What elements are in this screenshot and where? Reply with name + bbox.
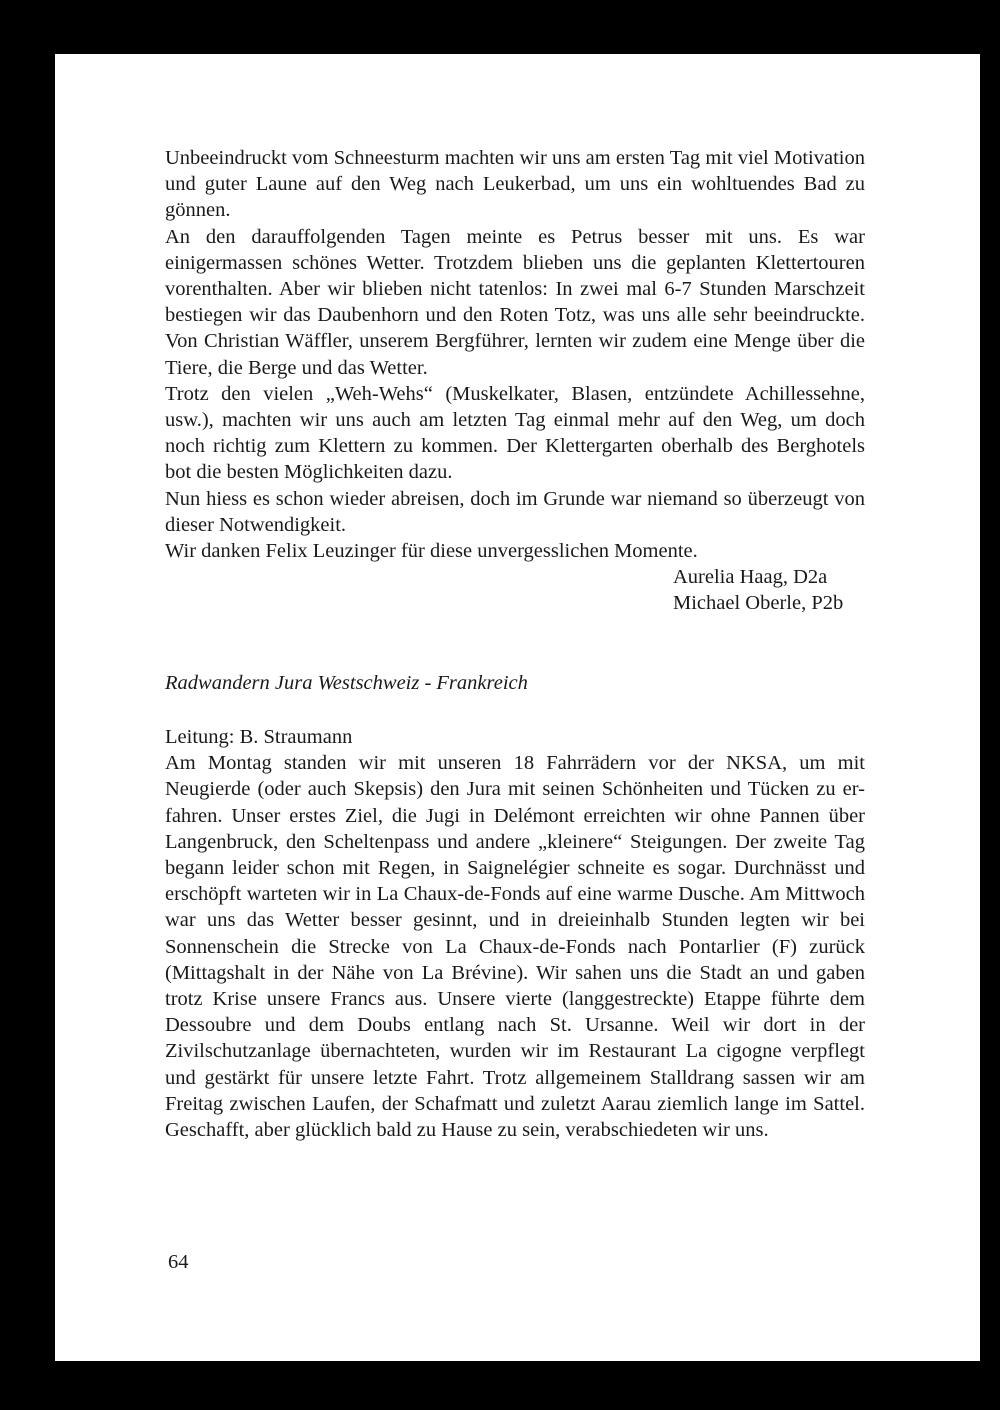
page-number: 64 xyxy=(168,1251,189,1273)
paragraph: Nun hiess es schon wieder abreisen, doch im Grunde war niemand so überzeugt von dieser Notwendigkeit. xyxy=(165,487,865,536)
paragraph: Wir danken Felix Leuzinger für diese unvergesslichen Momente. xyxy=(165,540,698,563)
paragraph: Trotz den vielen „Weh-Wehs“ (Muskelkater, Blasen, entzündete Achillessehne, usw.), machten wir uns auch am letzten Tag einmal mehr auf den Weg, um doch noch richtig zum Klettern zu kommen. Der Klettergarten oberhalb des Berghotels bot die besten Möglichkeiten dazu. xyxy=(165,382,865,484)
paragraph: An den darauffolgenden Tagen meinte es Petrus besser mit uns. Es war einigermassen schönes Wetter. Trotzdem blieben uns die geplanten Klettertouren vorenthalten. Aber wir blieben nicht tatenlos: In zwei mal 6-7 Stunden Marschzeit bestiegen wir das Daubenhorn und den Roten Totz, was uns alle sehr beeindruckte. Von Christian Wäffler, unserem Bergführer, lernten wir zudem eine Menge über die Tiere, die Berge und das Wetter. xyxy=(165,225,865,379)
author-signature: Michael Oberle, P2b xyxy=(673,592,844,615)
paragraph: Am Montag standen wir mit unseren 18 Fahrrädern vor der NKSA, um mit Neugierde (oder auch Skepsis) den Jura mit seinen Schönheiten und Tücken zu er-fahren. Unser erstes Ziel, die Jugi in Delémont erreichten wir ohne Pannen über Langenbruck, den Scheltenpass und andere „kleinere“ Steigungen. Der zweite Tag begann leider schon mit Regen, in Saignelégier schneite es sogar. Durchnässt und erschöpft warteten wir in La Chaux-de-Fonds auf eine warme Dusche. Am Mittwoch war uns das Wetter besser gesinnt, und in dreieinhalb Stunden legten wir bei Sonnenschein die Strecke von La Chaux-de-Fonds nach Pontarlier (F) zurück (Mittagshalt in der Nähe von La Brévine). Wir sahen uns die Stadt an und gaben trotz Krise unsere Francs aus. Unsere vierte (langgestreckte) Etappe führte dem Dessoubre und dem Doubs entlang nach St. Ursanne. Weil wir dort in der Zivilschutzanlage übernachteten, wurden wir im Restaurant La cigogne verpflegt und gestärkt für unsere letzte Fahrt. Trotz allgemeinem Stalldrang sassen wir am Freitag zwischen Laufen, der Schafmatt und zuletzt Aarau ziemlich lange im Sattel. Geschafft, aber glücklich bald zu Hause zu sein, verabschiedeten wir uns. xyxy=(165,752,865,1142)
paragraph: Unbeeindruckt vom Schneesturm machten wir uns am ersten Tag mit viel Motivation und guter Laune auf den Weg nach Leukerbad, um uns ein wohltuendes Bad zu gönnen. xyxy=(165,147,865,222)
article-bergwoche xyxy=(165,145,865,617)
section-heading: Radwandern Jura Westschweiz - Frankreich xyxy=(165,672,528,694)
document-page xyxy=(55,54,980,1361)
article-radwandern xyxy=(165,724,865,1143)
leitung-line: Leitung: B. Straumann xyxy=(165,726,353,748)
author-signature: Aurelia Haag, D2a xyxy=(673,566,828,589)
